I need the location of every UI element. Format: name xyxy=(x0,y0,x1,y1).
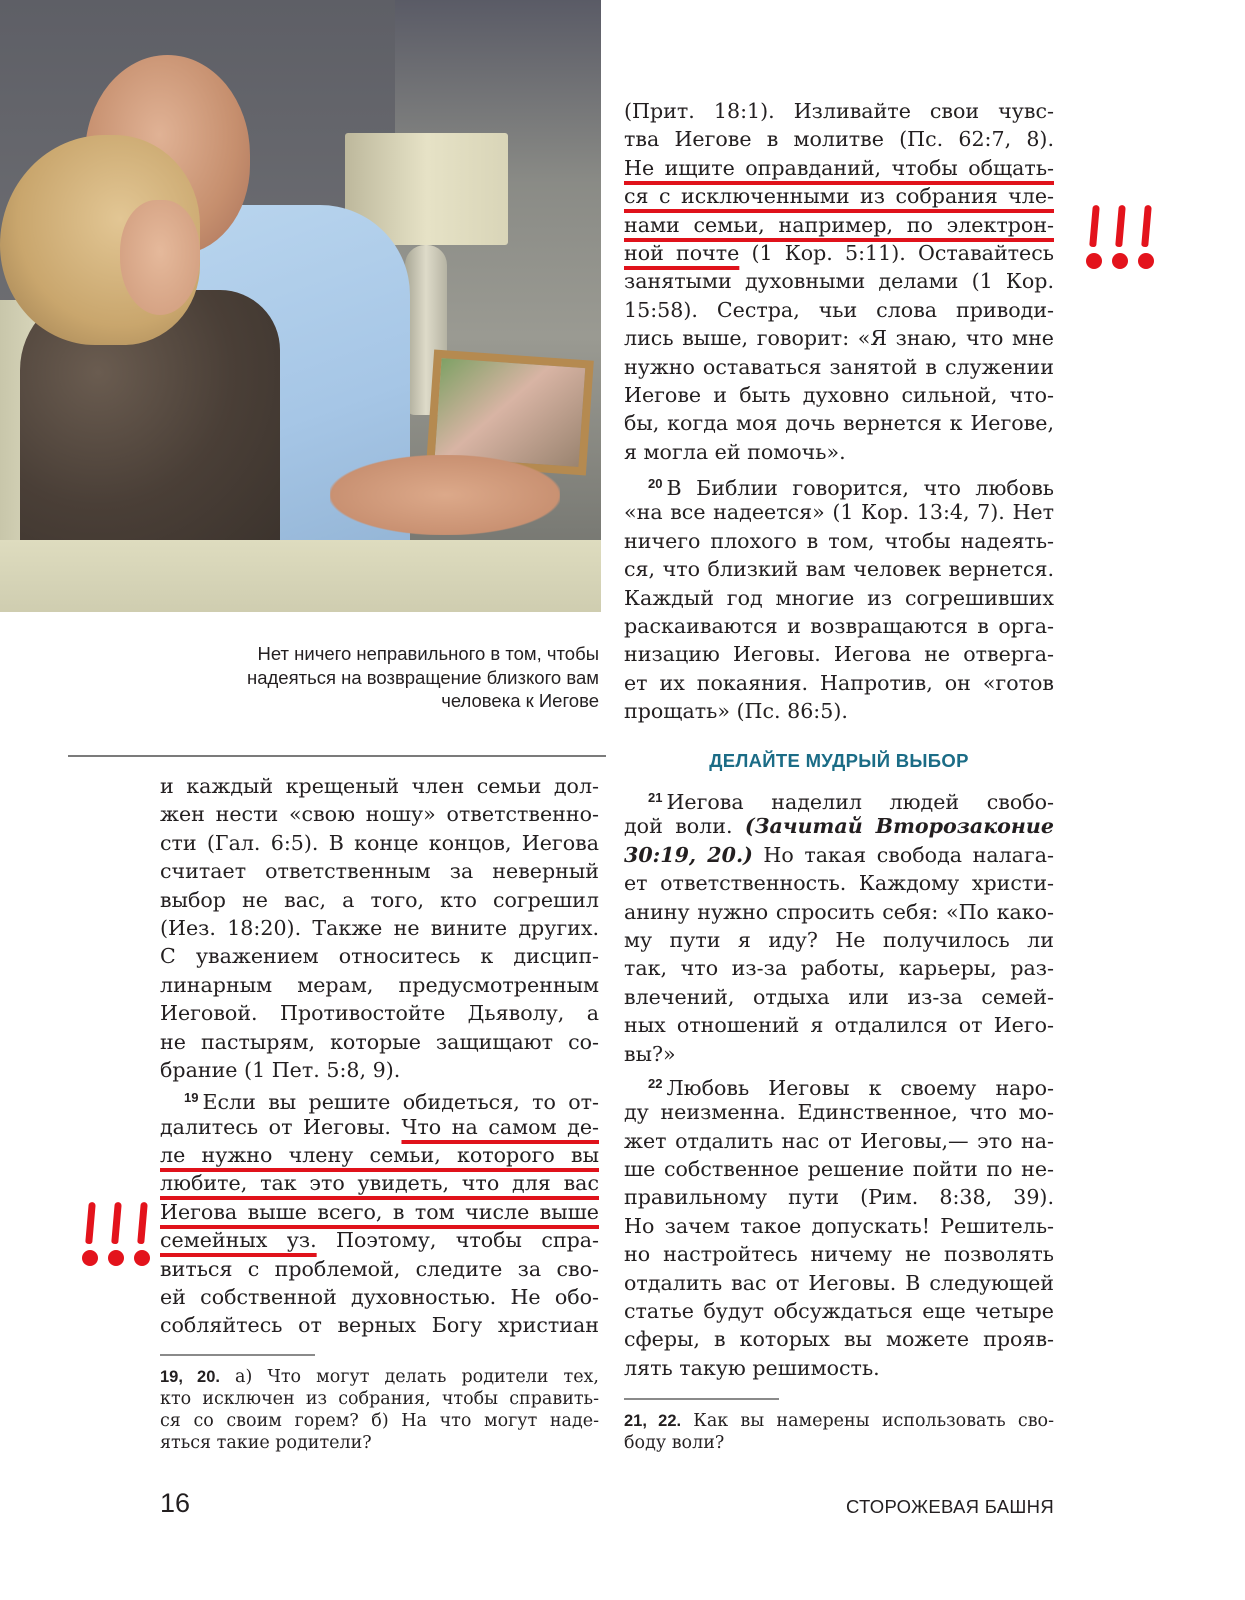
text-line xyxy=(624,784,1054,812)
text-line: сти (Гал. 6:5). В конце концов, Иегова xyxy=(160,830,599,855)
text-span: а) Что могут делать родители тех, xyxy=(219,1367,599,1387)
paragraph-19 xyxy=(160,1084,599,1340)
text-span: дой воли. xyxy=(624,814,745,839)
text-span: Если вы решите обидеться, то от- xyxy=(202,1090,599,1115)
text-line: тва Иегове в молитве (Пс. 62:7, 8). xyxy=(624,127,1054,152)
text-line: выбор не вас, а того, кто согрешил xyxy=(160,887,599,912)
footnote-line: яться такие родители? xyxy=(160,1433,372,1453)
left-column xyxy=(160,772,599,1340)
text-line: собляйтесь от верных Богу христиан xyxy=(160,1313,599,1338)
footnote-rule xyxy=(160,1354,315,1356)
exclamation-marks-annotation-right xyxy=(1086,205,1155,269)
text-line: бы, когда моя дочь вернется к Иегове, xyxy=(624,411,1054,436)
text-line: линарным мерам, предусмотренным xyxy=(160,972,599,997)
text-line: так, что из-за работы, карьеры, раз- xyxy=(624,956,1054,981)
magazine-title: СТОРОЖЕВАЯ БАШНЯ xyxy=(845,1496,1054,1517)
text-line xyxy=(160,1169,599,1197)
footnote-line: боду воли? xyxy=(624,1433,725,1453)
footnote-line: ся со своим горем? б) На что могут наде- xyxy=(160,1411,599,1431)
exclamation-marks-annotation-left xyxy=(82,1202,151,1266)
text-line: му пути я иду? Не получилось ли xyxy=(624,927,1054,952)
paragraph-18-continued xyxy=(160,772,599,1084)
text-line xyxy=(624,1070,1054,1098)
text-line: 15:58). Сестра, чьи слова приводи- xyxy=(624,297,1054,322)
text-line: жет отдалить нас от Иеговы,— это на- xyxy=(624,1128,1054,1153)
text-span: Как вы намерены использовать сво- xyxy=(681,1411,1054,1431)
highlighted-text: ся с исключенными из собрания чле- xyxy=(624,184,1054,209)
article-photo xyxy=(0,0,601,612)
caption-line: человека к Иегове xyxy=(441,690,599,711)
paragraph-22 xyxy=(624,1070,1054,1382)
text-line: нужно оставаться занятой в служении xyxy=(624,354,1054,379)
exclamation-icon xyxy=(1086,205,1103,269)
text-line: раскаиваются и возвращаются в орга- xyxy=(624,614,1054,639)
text-line: ет ответственность. Каждому христи- xyxy=(624,871,1054,896)
footnote-numbers: 19, 20. xyxy=(160,1368,220,1386)
paragraph-number: 22 xyxy=(648,1075,663,1091)
text-span: далитесь от Иеговы. xyxy=(160,1114,402,1139)
highlighted-text: ле нужно члену семьи, которого вы xyxy=(160,1143,599,1168)
paragraph-20 xyxy=(624,470,1054,726)
highlighted-text: Не ищите оправданий, чтобы общать- xyxy=(624,155,1054,180)
footnote-line: кто исключен из собрания, чтобы справить- xyxy=(160,1389,599,1409)
text-line: отдалить вас от Иеговы. В следующей xyxy=(624,1270,1054,1295)
text-span: (1 Кор. 5:11). Оставайтесь xyxy=(739,240,1054,265)
right-column xyxy=(624,97,1054,726)
text-line: я могла ей помочь». xyxy=(624,439,846,464)
text-line: статье будут обсуждаться еще четыре xyxy=(624,1299,1054,1324)
text-line: жен нести «свою ношу» ответственно- xyxy=(160,802,599,827)
caption-line: Нет ничего неправильного в том, чтобы xyxy=(257,643,599,664)
paragraph-19-continued xyxy=(624,97,1054,466)
paragraph-number: 21 xyxy=(648,790,663,805)
footnote-line xyxy=(624,1410,1054,1432)
footnote-rule xyxy=(624,1398,779,1400)
text-line xyxy=(160,1198,599,1226)
exclamation-icon xyxy=(134,1202,151,1266)
text-line: Но зачем такое допускать! Решитель- xyxy=(624,1213,1054,1238)
exclamation-icon xyxy=(1138,205,1155,269)
photo-hands xyxy=(330,455,560,535)
text-line: лись выше, говорит: «Я знаю, что мне xyxy=(624,326,1054,351)
text-line xyxy=(624,154,1054,182)
text-line: (Иез. 18:20). Также не вините других. xyxy=(160,915,599,940)
text-line xyxy=(624,239,1054,267)
page-number: 16 xyxy=(160,1488,191,1518)
text-line: правильному пути (Рим. 8:38, 39). xyxy=(624,1185,1054,1210)
exclamation-icon xyxy=(1112,205,1129,269)
text-span: Любовь Иеговы к своему наро- xyxy=(666,1075,1054,1100)
text-line: ет их покаяния. Напротив, он «готов xyxy=(624,670,1054,695)
text-line: ся, что близкий вам человек вернется. xyxy=(624,557,1054,582)
text-line: ничего плохого в том, чтобы надеять- xyxy=(624,528,1054,553)
text-span: Иегова наделил людей свобо- xyxy=(666,790,1054,814)
highlighted-text: ной почте xyxy=(624,240,740,265)
text-line: но настройтесь ничему не позволять xyxy=(624,1242,1054,1267)
text-line: сферы, в которых вы можете прояв- xyxy=(624,1327,1054,1352)
text-line: Иеговой. Противостойте Дьяволу, а xyxy=(160,1001,599,1026)
highlighted-text: Иегова выше всего, в том числе выше xyxy=(160,1199,599,1224)
text-line: прощать» (Пс. 86:5). xyxy=(624,699,848,724)
text-span: В Библии говорится, что любовь xyxy=(666,476,1054,501)
text-line: Каждый год многие из согрешивших xyxy=(624,585,1054,610)
text-line: виться с проблемой, следите за сво- xyxy=(160,1256,599,1281)
section-heading: ДЕЛАЙТЕ МУДРЫЙ ВЫБОР xyxy=(709,750,969,771)
text-line xyxy=(624,211,1054,239)
text-line: и каждый крещеный член семьи дол- xyxy=(160,774,599,798)
text-line: С уважением относитесь к дисцип- xyxy=(160,944,599,969)
caption-line: надеяться на возвращение близкого вам xyxy=(246,666,599,688)
exclamation-icon xyxy=(108,1202,125,1266)
text-line: ных отношений я отдалился от Иего- xyxy=(624,1013,1054,1038)
caption-divider xyxy=(68,755,606,757)
photo-woman-face xyxy=(120,200,200,315)
paragraph-number: 20 xyxy=(648,476,663,492)
scripture-reference-link[interactable]: (Зачитай Второзаконие xyxy=(744,814,1054,839)
text-line xyxy=(160,1141,599,1169)
highlighted-text: Что на самом де- xyxy=(401,1114,599,1139)
text-line xyxy=(160,1113,599,1141)
text-line: занятыми духовными делами (1 Кор. xyxy=(624,269,1054,294)
text-line: брание (1 Пет. 5:8, 9). xyxy=(160,1057,401,1082)
text-line: Иегове и быть духовно сильной, что- xyxy=(624,382,1054,407)
footnote-questions-21-22 xyxy=(624,1410,1054,1454)
text-line xyxy=(624,812,1054,840)
text-line: лять такую решимость. xyxy=(624,1355,880,1380)
text-span: Но такая свобода налага- xyxy=(752,842,1054,867)
text-line xyxy=(624,470,1054,501)
highlighted-text: нами семьи, например, по электрон- xyxy=(624,212,1054,237)
paragraph-21 xyxy=(624,784,1054,1068)
text-line: ше собственное решение пойти по не- xyxy=(624,1157,1054,1182)
highlighted-text: семейных уз. xyxy=(160,1228,317,1253)
text-line: вы?» xyxy=(624,1041,676,1066)
text-line: «на все надеется» (1 Кор. 13:4, 7). Нет xyxy=(624,500,1054,525)
right-column-lower xyxy=(624,784,1054,1382)
text-span: Поэтому, чтобы спра- xyxy=(316,1228,599,1253)
footnote-numbers: 21, 22. xyxy=(624,1412,682,1430)
text-line xyxy=(624,841,1054,869)
text-line: низацию Иеговы. Иегова не отверга- xyxy=(624,642,1054,667)
exclamation-icon xyxy=(82,1202,99,1266)
photo-sofa xyxy=(0,540,601,612)
text-line: анину нужно спросить себя: «По како- xyxy=(624,899,1054,924)
scripture-reference-link[interactable]: 30:19, 20.) xyxy=(624,842,753,867)
paragraph-number: 19 xyxy=(184,1090,199,1106)
highlighted-text: любите, так это увидеть, что для вас xyxy=(160,1171,599,1196)
text-line xyxy=(160,1084,599,1115)
text-line xyxy=(160,1226,599,1254)
text-line: не пастырям, которые защищают со- xyxy=(160,1029,599,1054)
text-line: ей собственной духовностью. Не обо- xyxy=(160,1285,599,1310)
text-line: влечений, отдыха или из-за семей- xyxy=(624,984,1054,1009)
text-line: считает ответственным за неверный xyxy=(160,859,599,884)
text-line: ду неизменна. Единственное, что мо- xyxy=(624,1100,1054,1125)
footnote-line xyxy=(160,1366,599,1388)
text-line: (Прит. 18:1). Изливайте свои чувс- xyxy=(624,99,1054,123)
text-line xyxy=(624,182,1054,210)
photo-caption xyxy=(160,642,599,713)
footnote-questions-19-20 xyxy=(160,1366,599,1454)
